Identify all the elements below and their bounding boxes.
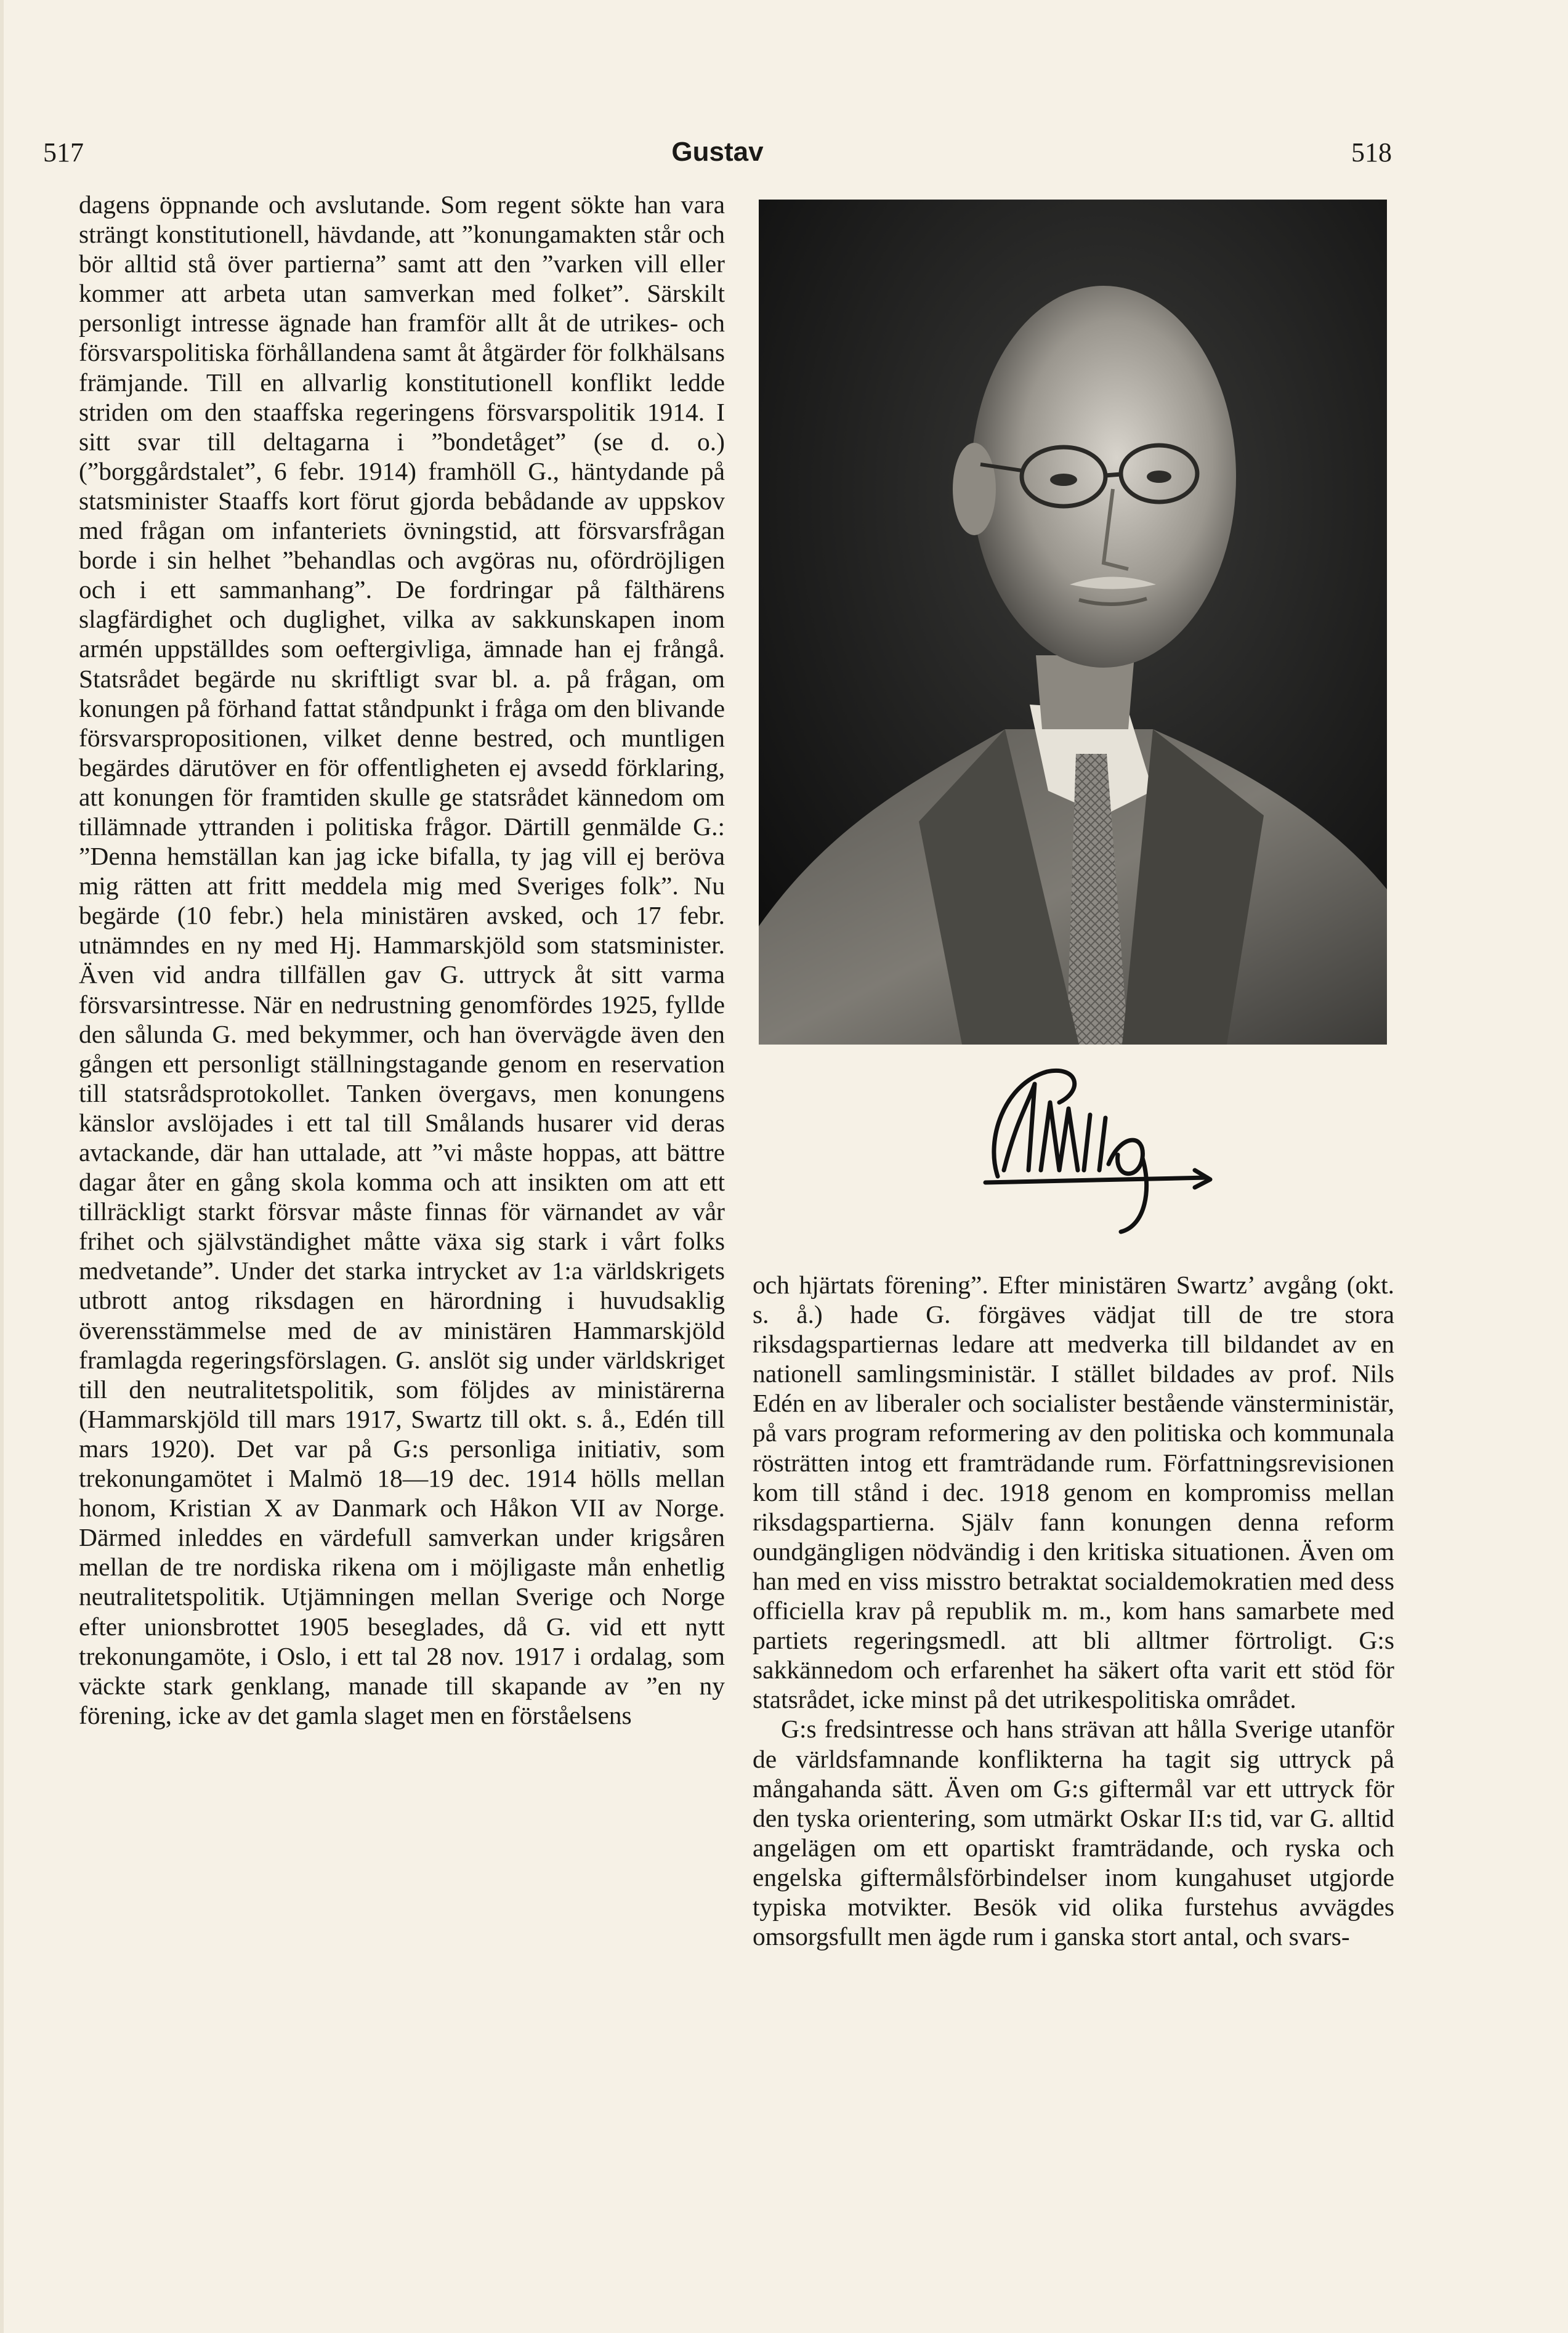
page-number-right: 518 <box>1351 137 1392 168</box>
signature <box>961 1047 1219 1238</box>
signature-icon <box>961 1047 1219 1238</box>
running-header <box>43 137 1392 174</box>
right-paragraph-1: och hjärtats förening”. Efter ministären Swartz’ avgång (okt. s. å.) hade G. förgäves vädjat till de tre stora riksdagspartiernas ledare att medverka till bildandet av en nationell samlingsministär. I stället bildades av prof. Nils Edén en av liberaler och socialister bestående vänsterministär, på vars program reformering av den politiska och kommunala rösträtten intog ett framträdande rum. Författningsrevisionen kom till stånd i dec. 1918 genom en kompromiss mellan riksdagspartierna. Själv fann konungen denna reform oundgängligen nödvändig i den kritiska situationen. Även om han med en viss misstro betraktat socialdemokratien med dess officiella krav på republik m. m., kom hans samarbete med partiets regeringsmedl. att bli alltmer förtroligt. G:s sakkännedom och erfarenhet ha säkert ofta varit ett stöd för statsrådet, icke minst på det utrikespolitiska området. <box>753 1271 1394 1714</box>
left-column <box>79 190 725 2161</box>
left-column-text: dagens öppnande och avslutande. Som regent sökte han vara strängt konstitutionell, hävdande, att ”konungamakten står och bör alltid stå över partierna” samt att den ”varken vill eller kommer att arbeta utan samverkan med folket”. Särskilt personligt intresse ägnade han framför allt åt de utrikes- och försvarspolitiska förhållandena samt åt åtgärder för folkhälsans främjande. Till en allvarlig konstitutionell konflikt ledde striden om den staaffska regeringens försvarspolitik 1914. I sitt svar till deltagarna i ”bondetåget” (se d. o.) (”borggårdstalet”, 6 febr. 1914) framhöll G., häntydande på statsminister Staaffs kort förut gjorda bebådande av uppskov med frågan om infanteriets övningstid, att försvarsfrågan borde i sin helhet ”behandlas och avgöras nu, ofördröjligen och i ett sammanhang”. De fordringar på fälthärens slagfärdighet och duglighet, vilka av sakkunskapen inom armén uppställdes som oeftergivliga, ämnade han ej frångå. Statsrådet begärde nu skriftligt svar bl. a. på frågan, om konungen på förhand fattat ståndpunkt i fråga om den blivande försvarspropositionen, vilket denne bestred, och muntligen begärdes därutöver en för offentligheten ej avsedd förklaring, att konungen för framtiden skulle ge statsrådet kännedom om tillämnade yttranden i politiska frågor. Därtill genmälde G.: ”Denna hemställan kan jag icke bifalla, ty jag vill ej beröva mig rätten att fritt meddela mig med Sveriges folk”. Nu begärde (10 febr.) hela ministären avsked, och 17 febr. utnämndes en ny med Hj. Hammarskjöld som statsminister. Även vid andra tillfällen gav G. uttryck åt sitt varma försvarsintresse. När en nedrustning genomfördes 1925, fyllde den sålunda G. med bekymmer, och han övervägde även den gången ett personligt ställningstagande genom en reservation till statsrådsprotokollet. Tanken övergavs, men konungens känslor avslöjades i ett tal till Smålands husarer vid deras avtackande, där han uttalade, att ”vi måste hoppas, att bättre dagar åter en gång skola komma och att insikten om att ett tillräckligt starkt försvar måste finnas för värnandet av vår frihet och självständighet måtte växa sig stark i vårt folks medvetande”. Under det starka intrycket av 1:a världskrigets utbrott antog riksdagen en härordning i huvudsaklig överensstämmelse med de av ministären Hammarskjöld framlagda regeringsförslagen. G. anslöt sig under världskriget till den neutralitetspolitik, som följdes av ministärerna (Hammarskjöld till mars 1917, Swartz till okt. s. å., Edén till mars 1920). Det var på G:s personliga initiativ, som trekonungamötet i Malmö 18—19 dec. 1914 hölls mellan honom, Kristian X av Danmark och Håkon VII av Norge. Därmed inleddes en värdefull samverkan under krigsåren mellan de tre nordiska rikena om i möjligaste mån enhetlig neutralitetspolitik. Utjämningen mellan Sverige och Norge efter unionsbrottet 1905 beseglades, då G. vid ett nytt trekonungamöte, i Oslo, i ett tal 28 nov. 1917 i ordalag, som väckte stark genklang, manade till skapande av ”en ny förening, icke av det gamla slaget men en förståelsens <box>79 190 725 1729</box>
right-column <box>753 1270 1394 2163</box>
portrait-photo <box>759 200 1387 1045</box>
running-title: Gustav <box>671 137 764 167</box>
page-number-left: 517 <box>43 137 84 168</box>
portrait-icon <box>759 200 1387 1045</box>
right-paragraph-2: G:s fredsintresse och hans strävan att hålla Sverige utanför de världsfamnande konflikterna ha tagit sig uttryck på mångahanda sätt. Även om G:s giftermål var ett uttryck för den tyska orientering, som utmärkt Oskar II:s tid, var G. alltid angelägen om ett opartiskt framträdande, och ryska och engelska giftermålsförbindelser inom kungahuset utgjorde typiska motvikter. Besök vid olika furstehus avvägdes omsorgsfullt men ägde rum i ganska stort antal, och svars- <box>753 1715 1394 1951</box>
